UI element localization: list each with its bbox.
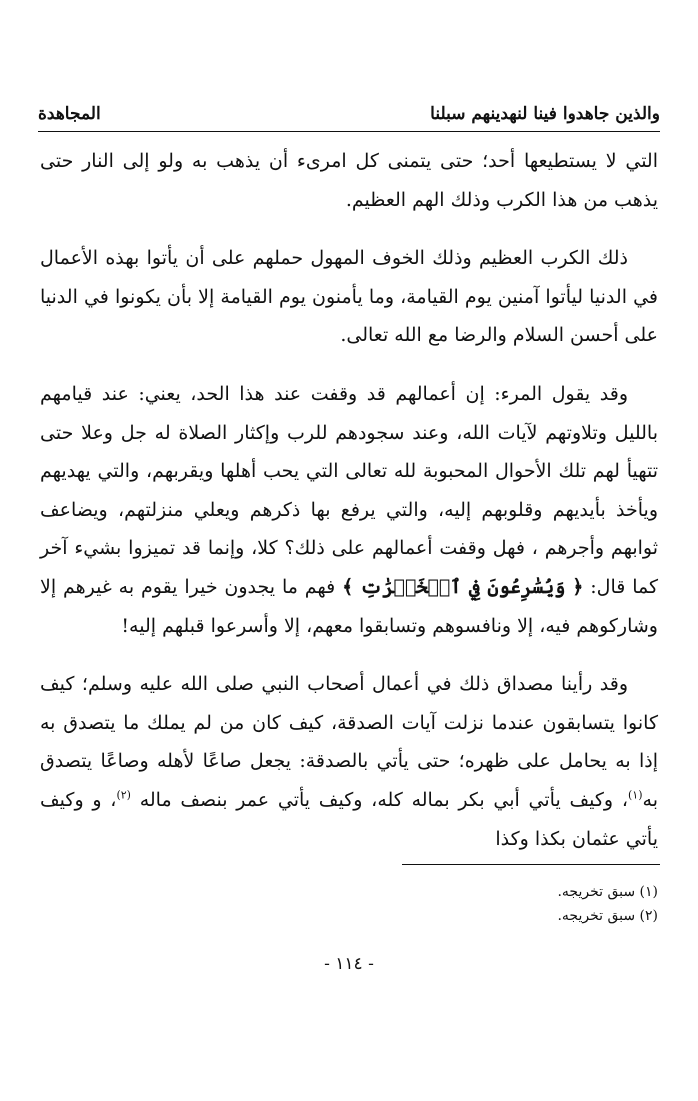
- paragraph-1: التي لا يستطيعها أحد؛ حتى يتمنى كل امرىء أن يذهب به ولو إلى النار حتى يذهب من هذا الكرب وذلك الهم العظيم.: [40, 150, 658, 211]
- footnote-divider: [402, 864, 660, 865]
- paragraph-4-text-3: ، و وكيف يأتي عثمان بكذا وكذا: [40, 788, 658, 850]
- footnote-1: (١) سبق تخريجه.: [557, 884, 658, 900]
- paragraph-4-text-1: وقد رأينا مصداق ذلك في أعمال أصحاب النبي صلى الله عليه وسلم؛ كيف كانوا يتسابقون عندما نزلت آيات الصدقة، كيف كان من لم يملك ما يتصدق به إذا به يحامل على ظهره؛ حتى يأتي بالصدقة: يجعل صاعًا لأهله وصاعًا يتصدق به: [40, 673, 658, 811]
- paragraph-3-text-after: فهم ما يجدون خيرا يقوم به غيرهم إلا وشاركوهم فيه، إلا ونافسوهم وتسابقوا معهم، إلا وأسرعوا قبلهم إليه!: [40, 575, 658, 637]
- footnotes: [40, 880, 658, 928]
- quran-close-brace: ﴾: [342, 575, 354, 598]
- running-header: [38, 94, 660, 124]
- quran-verse: وَيُسَٰرِعُونَ فِي ٱلۡخَيۡرَٰتِ: [360, 575, 566, 598]
- footnote-ref-1[interactable]: (١): [628, 788, 643, 802]
- body-text: [40, 142, 658, 878]
- page-number: - ١١٤ -: [324, 954, 374, 974]
- paragraph-3-text-before: وقد يقول المرء: إن أعمالهم قد وقفت عند هذا الحد، يعني: عند قيامهم بالليل وتلاوتهم لآيات الله، وعند سجودهم للرب وإكثار الصلاة له جل وعلا حتى تتهيأ لهم تلك الأحوال المحبوبة لله تعالى التي يحب أهلها ويقربهم، والتي يهديهم ويأخذ بأيديهم وقلوبهم إليه، والتي يرفع بها ذكرهم ويعلي منزلتهم، ويضاعف ثوابهم وأجرهم ، فهل وقفت أعمالهم على ذلك؟ كلا، وإنما قد تميزوا بشيء آخر كما قال:: [40, 382, 659, 598]
- paragraph-2: ذلك الكرب العظيم وذلك الخوف المهول حملهم على أن يأتوا بهذه الأعمال في الدنيا ليأتوا آمنين يوم القيامة، وما يأمنون يوم القيامة إلا بأن يكونوا في الدنيا على أحسن السلام والرضا مع الله تعالى.: [40, 247, 658, 347]
- paragraph-3: [40, 375, 658, 645]
- footnote-ref-2[interactable]: (٢): [116, 788, 131, 802]
- header-divider: [38, 131, 660, 132]
- header-chapter-title: المجاهدة: [38, 104, 101, 124]
- paragraph-4-text-2: ، وكيف يأتي أبي بكر بماله كله، وكيف يأتي عمر بنصف ماله: [139, 788, 628, 811]
- paragraph-4: [40, 665, 658, 858]
- quran-open-brace: ﴿: [572, 575, 584, 598]
- footnote-2: (٢) سبق تخريجه.: [557, 908, 658, 924]
- header-book-title: والذين جاهدوا فينا لنهدينهم سبلنا: [430, 104, 660, 124]
